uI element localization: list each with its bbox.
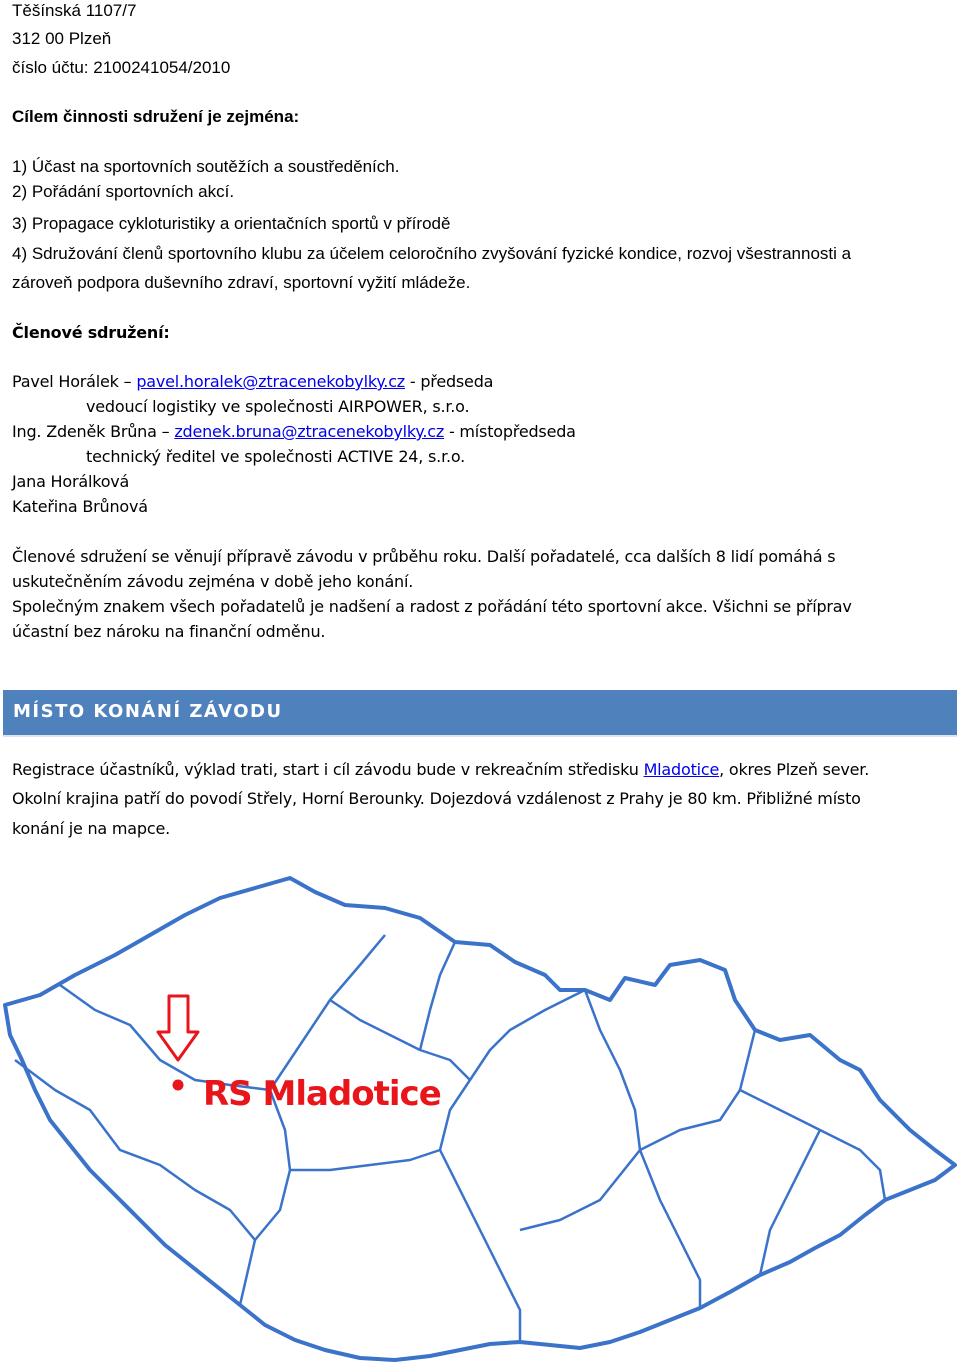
- venue-line-2: Okolní krajina patří do povodí Střely, Horní Berounky. Dojezdová vzdálenost z Prahy je 80 km. Přibližné místo: [12, 789, 861, 808]
- member-katerina-brunova: Kateřina Brůnová: [12, 497, 148, 516]
- member-pavel-horalek: [12, 371, 493, 393]
- section-banner: [3, 690, 957, 737]
- goal-item-2: 2) Pořádání sportovních akcí.: [12, 182, 235, 201]
- member-jana-horalkova: Jana Horálková: [12, 472, 130, 491]
- venue-text: Registrace účastníků, výklad trati, start i cíl závodu bude v rekreačním středisku: [12, 760, 644, 779]
- map-location-label: RS Mladotice: [203, 1074, 441, 1114]
- location-marker-dot: [173, 1080, 184, 1091]
- mladotice-link[interactable]: Mladotice: [643, 760, 720, 779]
- address-street: Těšínská 1107/7: [12, 1, 137, 20]
- map-border: [5, 878, 955, 1360]
- goals-heading: Cílem činnosti sdružení je zejména:: [12, 107, 300, 126]
- description-line-3: Společným znakem všech pořadatelů je nadšení a radost z pořádání této sportovní akce. Všichni se příprav: [12, 597, 852, 616]
- goal-item-4: 4) Sdružování členů sportovního klubu za účelem celoročního zvyšování fyzické kondice, rozvoj všestrannosti a: [12, 244, 852, 263]
- description-line-4: účastní bez nároku na finanční odměnu.: [12, 622, 326, 641]
- description-line-2: uskutečněním závodu zejména v době jeho konání.: [12, 572, 414, 591]
- venue-text: , okres Plzeň sever.: [719, 760, 870, 779]
- region-borders: [15, 935, 885, 1342]
- location-arrow-icon: [158, 996, 198, 1060]
- member-name: Ing. Zdeněk Brůna –: [12, 422, 175, 441]
- goal-item-1: 1) Účast na sportovních soutěžích a soustředěních.: [12, 157, 400, 176]
- czech-republic-map: [0, 860, 960, 1364]
- member-job-zdenek: technický ředitel ve společnosti ACTIVE 24, s.r.o.: [86, 447, 466, 466]
- address-city: 312 00 Plzeň: [12, 29, 112, 48]
- venue-line-3: konání je na mapce.: [12, 819, 170, 838]
- description-line-1: Členové sdružení se věnují přípravě závodu v průběhu roku. Další pořadatelé, cca dalších 8 lidí pomáhá s: [12, 547, 836, 566]
- country-outline: [5, 878, 955, 1360]
- member-role: - předseda: [404, 372, 494, 391]
- email-link-pavel[interactable]: pavel.horalek@ztracenekobylky.cz: [136, 372, 405, 391]
- section-title: MÍSTO KONÁNÍ ZÁVODU: [13, 701, 283, 722]
- goal-item-4-continued: zároveň podpora duševního zdraví, sportovní vyžití mládeže.: [12, 273, 471, 292]
- member-job-pavel: vedoucí logistiky ve společnosti AIRPOWER, s.r.o.: [86, 397, 470, 416]
- email-link-zdenek[interactable]: zdenek.bruna@ztracenekobylky.cz: [174, 422, 445, 441]
- venue-line-1: [12, 759, 869, 781]
- account-number: číslo účtu: 2100241054/2010: [12, 58, 231, 77]
- member-name: Pavel Horálek –: [12, 372, 137, 391]
- goal-item-3: 3) Propagace cykloturistiky a orientačních sportů v přírodě: [12, 214, 451, 233]
- members-heading: Členové sdružení:: [12, 323, 170, 342]
- member-role: - místopředseda: [444, 422, 576, 441]
- member-zdenek-bruna: [12, 421, 576, 443]
